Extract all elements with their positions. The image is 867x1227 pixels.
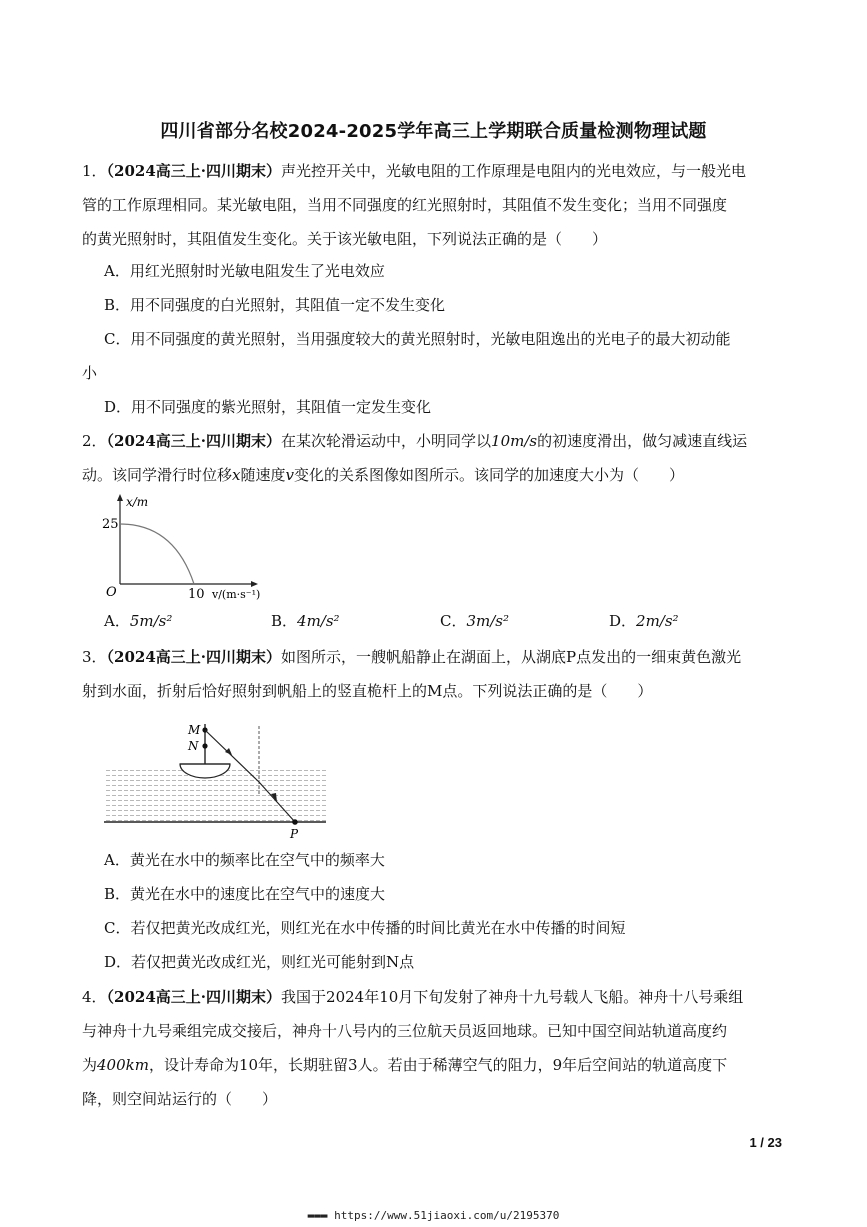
- point-n: [202, 743, 207, 748]
- question-1-line-3: 的黄光照射时，其阻值发生变化。关于该光敏电阻，下列说法正确的是（ ）: [82, 230, 608, 248]
- question-3: [82, 640, 782, 708]
- x-axis-label: v/(m·s⁻¹): [212, 588, 261, 601]
- question-source-tag: （2024高三上·四川期末）: [106, 162, 282, 180]
- orbit-height: 400km: [97, 1056, 149, 1074]
- x-axis-arrow: [251, 581, 258, 587]
- q2-option-c[interactable]: [440, 609, 509, 633]
- sailboat-refraction-figure: [100, 718, 330, 842]
- option-label: A．: [104, 612, 130, 630]
- option-value: 5m/s²: [129, 612, 173, 630]
- y-axis-label: x/m: [126, 495, 149, 509]
- question-4-line-2: 与神舟十九号乘组完成交接后，神舟十八号内的三位航天员返回地球。已知中国空间站轨道高度约: [82, 1022, 728, 1040]
- option-value: 2m/s²: [636, 612, 679, 630]
- option-value: 3m/s²: [466, 612, 510, 630]
- q3-option-c[interactable]: C．若仅把黄光改成红光，则红光在水中传播的时间比黄光在水中传播的时间短: [104, 919, 626, 937]
- question-2-line-1: [82, 424, 782, 458]
- q2-option-d[interactable]: [609, 609, 679, 633]
- question-source-tag: （2024高三上·四川期末）: [106, 432, 282, 450]
- question-3-line-1: [82, 640, 782, 674]
- q1-option-b[interactable]: B．用不同强度的白光照射，其阻值一定不发生变化: [104, 296, 446, 314]
- x-tick-label: 10: [188, 587, 205, 602]
- footer-url[interactable]: ▬▬▬ https://www.51jiaoxi.com/u/2195370: [307, 1209, 560, 1222]
- question-text: 在某次轮滑运动中，小明同学以: [281, 432, 492, 450]
- q2-option-b[interactable]: [271, 609, 340, 633]
- page-number: 1 / 23: [749, 1135, 782, 1150]
- question-4-line-3: [82, 1048, 782, 1082]
- option-label: B．: [271, 612, 298, 630]
- question-source-tag: （2024高三上·四川期末）: [106, 988, 282, 1006]
- question-text: 随速度: [240, 466, 286, 484]
- origin-label: O: [106, 585, 117, 600]
- water-region: [104, 770, 326, 822]
- q3-option-a[interactable]: A．黄光在水中的频率比在空气中的频率大: [104, 851, 385, 869]
- question-text: 变化的关系图像如图所示。该同学的加速度大小为（ ）: [293, 466, 684, 484]
- question-2: [82, 424, 782, 492]
- question-1-line-2: 管的工作原理相同。某光敏电阻，当用不同强度的红光照射时，其阻值不发生变化；当用不同强度: [82, 196, 728, 214]
- q1-option-a[interactable]: A．用红光照射时光敏电阻发生了光电效应: [104, 262, 385, 280]
- question-text: 为: [82, 1056, 98, 1074]
- exam-title: 四川省部分名校2024-2025学年高三上学期联合质量检测物理试题: [160, 121, 707, 142]
- question-1: [82, 154, 782, 256]
- option-label: D．: [609, 612, 637, 630]
- q1-option-c-line-1: C．用不同强度的黄光照射，当用强度较大的黄光照射时，光敏电阻逸出的光电子的最大初动能: [104, 330, 731, 348]
- label-p: P: [290, 827, 299, 841]
- initial-speed: 10m/s: [491, 432, 538, 450]
- y-tick-label: 25: [102, 517, 119, 532]
- variable-x: x: [232, 466, 241, 484]
- q2-option-a[interactable]: [104, 609, 172, 633]
- label-n: N: [188, 739, 199, 753]
- question-text: 我国于2024年10月下旬发射了神舟十九号载人飞船。神舟十八号乘组: [281, 988, 744, 1006]
- option-value: 4m/s²: [297, 612, 340, 630]
- question-text: 如图所示，一艘帆船静止在湖面上，从湖底P点发出的一细束黄色激光: [281, 648, 742, 666]
- curve: [120, 524, 194, 584]
- q1-option-c-line-2: 小: [82, 364, 98, 382]
- question-4-line-4: 降，则空间站运行的（ ）: [82, 1090, 278, 1108]
- question-4-line-1: [82, 980, 782, 1014]
- question-text: 动。该同学滑行时位移: [82, 466, 233, 484]
- question-text: 声光控开关中，光敏电阻的工作原理是电阻内的光电效应，与一般光电: [281, 162, 747, 180]
- point-p: [292, 819, 298, 825]
- question-number: 2．: [82, 432, 107, 450]
- question-3-line-2: 射到水面，折射后恰好照射到帆船上的竖直桅杆上的M点。下列说法正确的是（ ）: [82, 682, 653, 700]
- x-v-graph: [96, 492, 276, 604]
- q3-option-d[interactable]: D．若仅把黄光改成红光，则红光可能射到N点: [104, 953, 415, 971]
- question-number: 3．: [82, 648, 107, 666]
- option-label: C．: [440, 612, 467, 630]
- y-axis-arrow: [117, 494, 123, 501]
- question-text: 的初速度滑出，做匀减速直线运: [537, 432, 748, 450]
- variable-v: v: [285, 466, 294, 484]
- question-number: 4．: [82, 988, 107, 1006]
- q3-option-b[interactable]: B．黄光在水中的速度比在空气中的速度大: [104, 885, 386, 903]
- label-m: M: [188, 723, 201, 737]
- q1-option-d[interactable]: D．用不同强度的紫光照射，其阻值一定发生变化: [104, 398, 432, 416]
- question-1-line-1: [82, 154, 782, 188]
- question-text: ，设计寿命为10年，长期驻留3人。若由于稀薄空气的阻力，9年后空间站的轨道高度下: [148, 1056, 728, 1074]
- question-4: [82, 980, 782, 1116]
- question-2-line-2: [82, 458, 782, 492]
- question-source-tag: （2024高三上·四川期末）: [106, 648, 282, 666]
- q1-option-c[interactable]: [104, 322, 784, 356]
- ray-arrow-air: [225, 748, 232, 755]
- question-number: 1．: [82, 162, 107, 180]
